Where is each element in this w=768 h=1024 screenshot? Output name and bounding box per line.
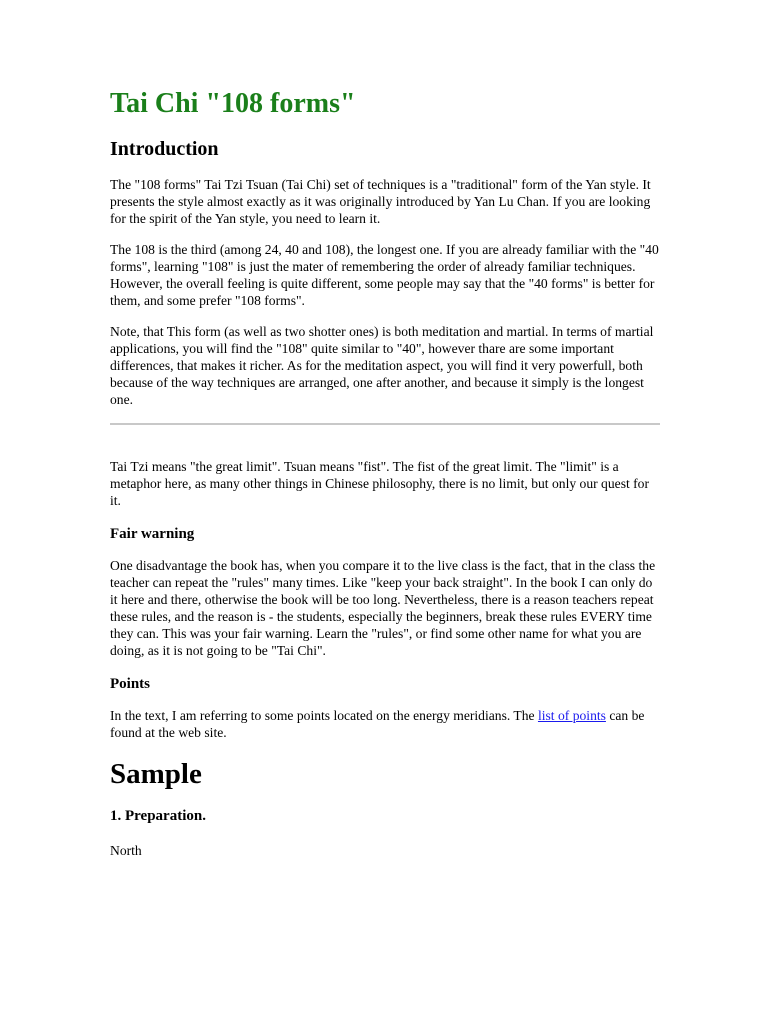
- points-paragraph: [110, 707, 660, 741]
- fair-warning-paragraph: One disadvantage the book has, when you compare it to the live class is the fact, that in the class the teacher can repeat the "rules" many times. Like "keep your back straight". In the book I can only do it here and there, otherwise the book will be too long. Nevertheless, there is a reason teachers repeat these rules, and the reason is - the students, especially the beginners, break these rules EVERY time they can. This was your fair warning. Learn the "rules", or find some other name for what you are doing, as it is not going to be "Tai Chi".: [110, 558, 656, 658]
- direction-north-label: North: [110, 843, 142, 858]
- intro-paragraph-2: The 108 is the third (among 24, 40 and 108), the longest one. If you are already familiar with the "40 forms", learning "108" is just the mater of remembering the order of already familiar techniques. However, the overall feeling is quite different, some people may say that the "40 forms" is better for them, and some prefer "108 forms".: [110, 242, 659, 308]
- intro-paragraph-3: Note, that This form (as well as two shotter ones) is both meditation and martial. In terms of martial applications, you will find the "108" quite similar to "40", however thare are some important differences, that makes it richer. As for the meditation aspect, you will find it very powerfull, both because of the way techniques are arranged, one after another, and because it simply is the longest one.: [110, 324, 654, 407]
- horizontal-divider: [110, 423, 660, 425]
- sample-heading: Sample: [110, 758, 202, 790]
- points-text-after: can be found at the web site.: [110, 708, 645, 740]
- intro-paragraph-1: The "108 forms" Tai Tzi Tsuan (Tai Chi) set of techniques is a "traditional" form of the Yan style. It presents the style almost exactly as it was originally introduced by Yan Lu Chan. If you are looking for the spirit of the Yan style, you need to learn it.: [110, 177, 651, 226]
- introduction-heading: Introduction: [110, 138, 219, 160]
- document-page: [110, 84, 660, 859]
- preparation-heading: 1. Preparation.: [110, 808, 206, 824]
- list-of-points-link[interactable]: list of points: [537, 708, 606, 723]
- points-heading: Points: [110, 676, 151, 692]
- points-text-before: In the text, I am referring to some points located on the energy meridians. The: [110, 708, 538, 723]
- fair-warning-heading: Fair warning: [110, 526, 195, 542]
- meaning-paragraph: Tai Tzi means "the great limit". Tsuan means "fist". The fist of the great limit. The "limit" is a metaphor here, as many other things in Chinese philosophy, there is no limit, but only our quest for it.: [110, 459, 650, 508]
- page-title: Tai Chi "108 forms": [110, 88, 356, 119]
